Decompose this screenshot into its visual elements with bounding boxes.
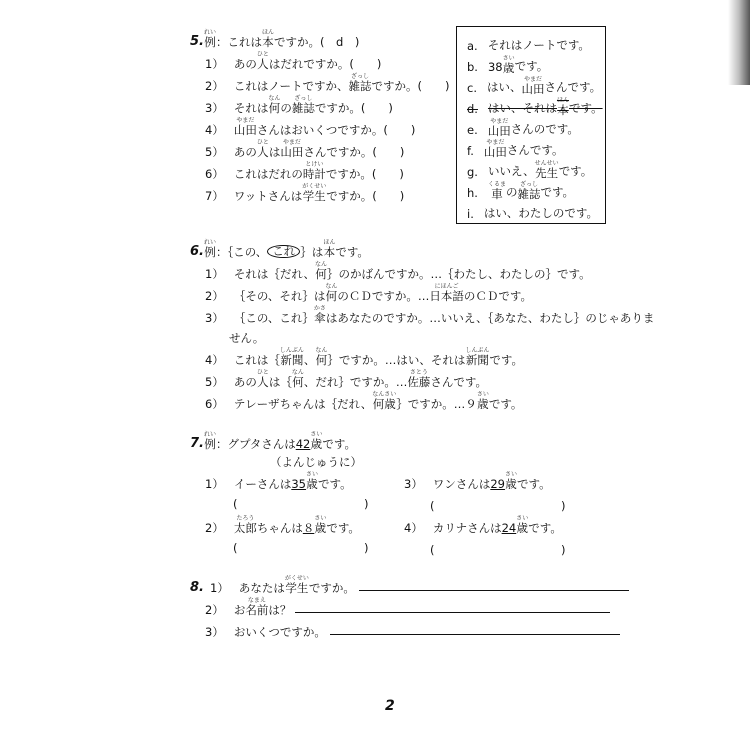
s8-number: 8 xyxy=(190,580,200,595)
option-b: b. 38 さい 歳 です。 xyxy=(467,54,549,75)
answer-options-box xyxy=(456,26,606,224)
circled-answer: これ xyxy=(267,245,300,259)
s6-question-5: 5） あの ひと 人 は｛ なん 何 、だれ｝ですか。… さとう 佐藤 さんです。 xyxy=(205,368,487,389)
s5-example: 5 . れい 例 ：これは ほん 本 ですか。( d ) xyxy=(190,28,360,49)
s6-question-2: 2） ｛その、それ｝は なん 何 のＣＤですか。… にほんご 日本語 のＣＤです。 xyxy=(205,282,532,303)
option-e: e. やまだ 山田 さんのです。 xyxy=(467,117,579,138)
s7-question-4: 4） カリナさんは 24 さい 歳 です。 xyxy=(404,514,562,535)
option-h: h. くるま 車 の ざっし 雑誌 です。 xyxy=(467,180,575,201)
s8-question-1: 8 . 1） あなたは がくせい 学生 ですか。 xyxy=(190,570,629,594)
option-i: i. はい、わたしのです。 xyxy=(467,206,598,221)
answer-line-3[interactable] xyxy=(330,633,620,635)
s5-question-6: 6） これはだれの とけい 時計 ですか。( ) xyxy=(205,160,404,181)
s6-question-3: 3） ｛この、これ｝ かさ 傘 はあなたのですか。…いいえ、｛あなた、わたし｝のじゃありま xyxy=(205,304,655,325)
s5-example-label: 例 xyxy=(204,34,216,49)
s6-question-4: 4） これは｛ しんぶん 新聞 、 なん 何 ｝ですか。…はい、それは しんぶん 新聞 です。 xyxy=(205,346,523,367)
s7-answer-1: ( ) xyxy=(233,496,369,511)
option-g: g. いいえ、 せんせい 先生 です。 xyxy=(467,159,593,180)
s5-question-4: 4） やまだ 山田 さんはおいくつですか。( ) xyxy=(205,116,416,137)
page-edge-shadow xyxy=(728,0,750,85)
page-number: 2 xyxy=(385,698,395,714)
option-f: f. やまだ 山田 さんです。 xyxy=(467,138,564,159)
s5-number: 5 xyxy=(190,34,200,49)
s5-question-1: 1） あの ひと 人 はだれですか。( ) xyxy=(205,50,382,71)
s6-question-1: 1） それは｛だれ、 なん 何 ｝のかばんですか。…｛わたし、わたしの｝です。 xyxy=(205,260,591,281)
s8-question-3: 3） おいくつですか。 xyxy=(205,614,620,638)
s6-number: 6 xyxy=(190,244,200,259)
s7-example-label: 例 xyxy=(204,436,216,451)
s7-answer-2: ( ) xyxy=(233,540,369,555)
s5-question-7: 7） ワットさんは がくせい 学生 ですか。( ) xyxy=(205,182,405,203)
answer-line-2[interactable] xyxy=(295,611,610,613)
s7-question-3: 3） ワンさんは 29 さい 歳 です。 xyxy=(404,470,551,491)
s7-question-2: 2） たろう 太郎 ちゃんは ８ さい 歳 です。 xyxy=(205,514,360,535)
s6-example: 6 . れい 例 ：｛この、 これ ｝は ほん 本 です。 xyxy=(190,238,369,259)
s8-question-2: 2） お なまえ 名前 は？ xyxy=(205,592,610,616)
s7-answer-4: ( ) xyxy=(430,542,566,557)
s5-question-2: 2） これはノートですか、 ざっし 雑誌 ですか。( ) xyxy=(205,72,450,93)
s6-question-6: 6） テレーザちゃんは｛だれ、 なんさい 何歳 ｝ですか。…９ さい 歳 です。 xyxy=(205,390,523,411)
option-d-struck: d. はい、それは ほん 本 です。 xyxy=(467,96,603,117)
option-a: a. それはノートです。 xyxy=(467,38,590,53)
s7-answer-3: ( ) xyxy=(430,498,566,513)
s7-number: 7 xyxy=(190,436,200,451)
option-c: c. はい、 やまだ 山田 さんです。 xyxy=(467,75,602,96)
answer-line-1[interactable] xyxy=(359,589,629,591)
s5-question-5: 5） あの ひと 人 は やまだ 山田 さんですか。( ) xyxy=(205,138,405,159)
s5-question-3: 3） それは なん 何 の ざっし 雑誌 ですか。( ) xyxy=(205,94,393,115)
s6-question-3-continued: せん。 xyxy=(229,330,265,345)
s7-question-1: 1） イーさんは 35 さい 歳 です。 xyxy=(205,470,352,491)
s6-example-label: 例 xyxy=(204,244,216,259)
s7-example-reading: （よんじゅうに） xyxy=(270,454,362,469)
s7-example: 7 . れい 例 ：グプタさんは 42 さい 歳 です。 xyxy=(190,430,356,451)
